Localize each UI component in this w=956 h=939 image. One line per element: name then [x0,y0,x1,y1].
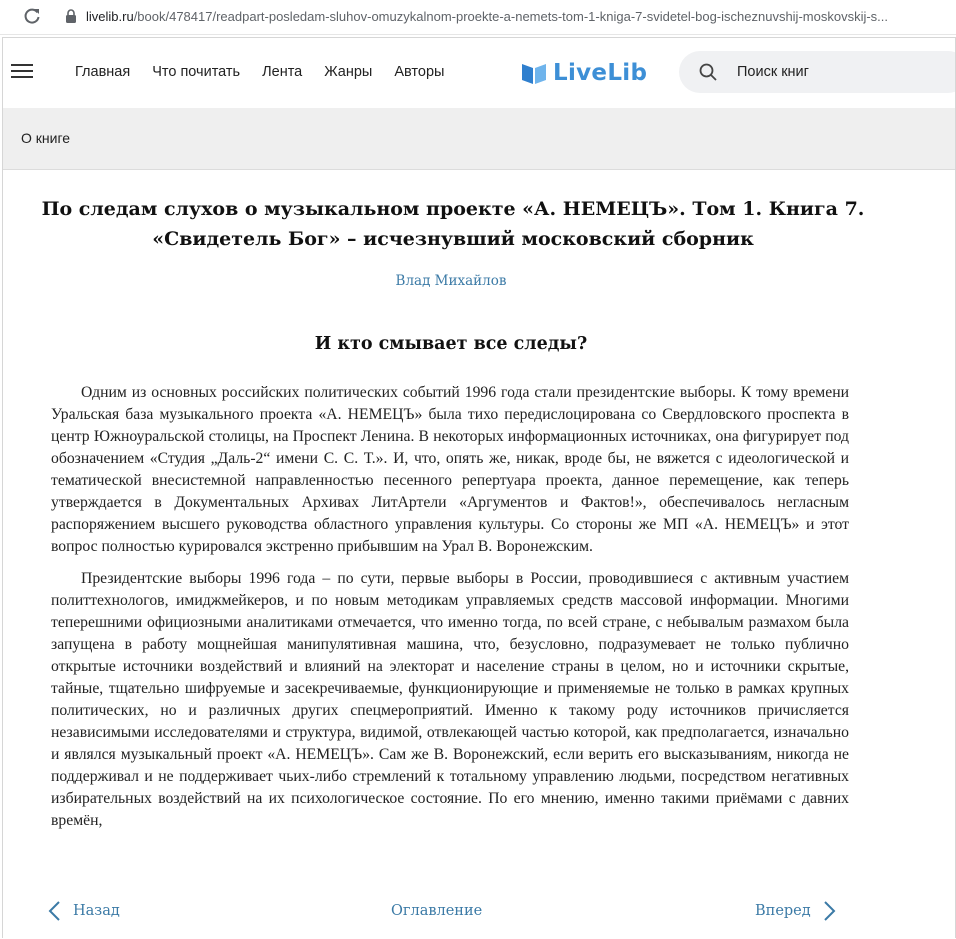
nav-what-to-read[interactable]: Что почитать [152,64,241,80]
browser-toolbar [0,0,956,35]
menu-icon[interactable] [11,64,33,80]
book-title: По следам слухов о музыкальном проекте «А. НЕМЕЦЪ». Том 1. Книга 7. «Свидетель Бог» – исчезнувший московский сборник [41,198,865,250]
site-header [3,38,955,108]
paragraph: Президентские выборы 1996 года – по сути, первые выборы в России, проводившиеся с активным участием политтехнологов, имиджмейкеров, и по новым методикам управляемых средств массовой информации. Многими теперешними официозными аналитиками отмечается, что именно тогда, по всей стране, с небывалым размахом была запущена в работу мощнейшая манипулятивная машина, что, безусловно, подразумевает не только публично открытые источники воздействий и влияний на электорат и население страны в целом, но и источники скрытые, тайные, тщательно шифруемые и засекречиваемые, функционирующие и применяемые не только в рамках крупных политических, но и различных других спецмероприятий. Именно к такому роду источников причисляется независимыми исследователями и структура, видимой, отвлекающей частью которой, как предполагается, изначально и являлся музыкальный проект «А. НЕМЕЦЪ». Сам же В. Воронежский, если верить его высказываниям, никогда не поддерживал и не поддерживает чьих-либо стремлений к тотальному управлению людьми, посредством негативных избирательных воздействий на их психологическое состояние. По его мнению, именно такими приёмами с давних времён, [51,570,849,829]
logo-text: LiveLib [553,60,648,86]
search-input[interactable] [735,63,939,81]
search-box[interactable] [679,51,956,93]
address-bar[interactable] [86,8,952,26]
chapter-title: И кто смывает все следы? [314,334,588,354]
main-nav [75,62,466,82]
page [2,37,956,938]
url-path: /book/478417/readpart-posledam-sluhov-omuzykalnom-proekte-a-nemets-tom-1-kniga-7-svidetel-bog-ischeznuvshij-moskovskij-s... [133,9,889,24]
chevron-right-icon [823,900,837,922]
search-icon[interactable] [699,63,717,81]
book-subbar [3,108,955,170]
nav-genres[interactable]: Жанры [324,64,373,80]
about-book-link[interactable]: О книге [21,130,71,146]
nav-home[interactable]: Главная [75,64,131,80]
reader-pager [3,900,955,930]
next-page-button[interactable] [755,900,837,922]
livelib-logo[interactable] [521,58,647,88]
prev-label: Назад [73,903,120,919]
nav-authors[interactable]: Авторы [394,64,445,80]
book-logo-icon [521,61,547,85]
chevron-left-icon [47,900,61,922]
chapter-text [51,382,849,842]
prev-page-button[interactable] [47,900,120,922]
nav-feed[interactable]: Лента [262,64,303,80]
next-label: Вперед [755,903,811,919]
lock-icon[interactable] [65,9,77,23]
url-host: livelib.ru [86,9,134,24]
table-of-contents-link[interactable]: Оглавление [391,903,483,919]
paragraph: Одним из основных российских политических событий 1996 года стали президентские выборы. К тому времени Уральская база музыкального проекта «А. НЕМЕЦЪ» была тихо передислоцирована со Свердловского проспекта в центр Южноуральской столицы, на Проспект Ленина. В некоторых информационных источниках, она фигурирует под обозначением «Студия „Даль-2“ имени С. С. Т.». И, что, опять же, никак, вроде бы, не вяжется с идеологической и тематической внесистемной направленностью песенного репертуара проекта, данное перемещение, как теперь утверждается в Документальных Архивах ЛитАртели «Аргументов и Фактов!», обеспечивалось негласным распоряжением высшего руководства областного управления культуры. Со стороны же МП «А. НЕМЕЦЪ» и этот вопрос полностью курировался экстренно прибывшим на Урал В. Воронежским. [51,384,849,555]
author-link[interactable]: Влад Михайлов [395,273,507,289]
reload-icon[interactable] [22,6,42,26]
